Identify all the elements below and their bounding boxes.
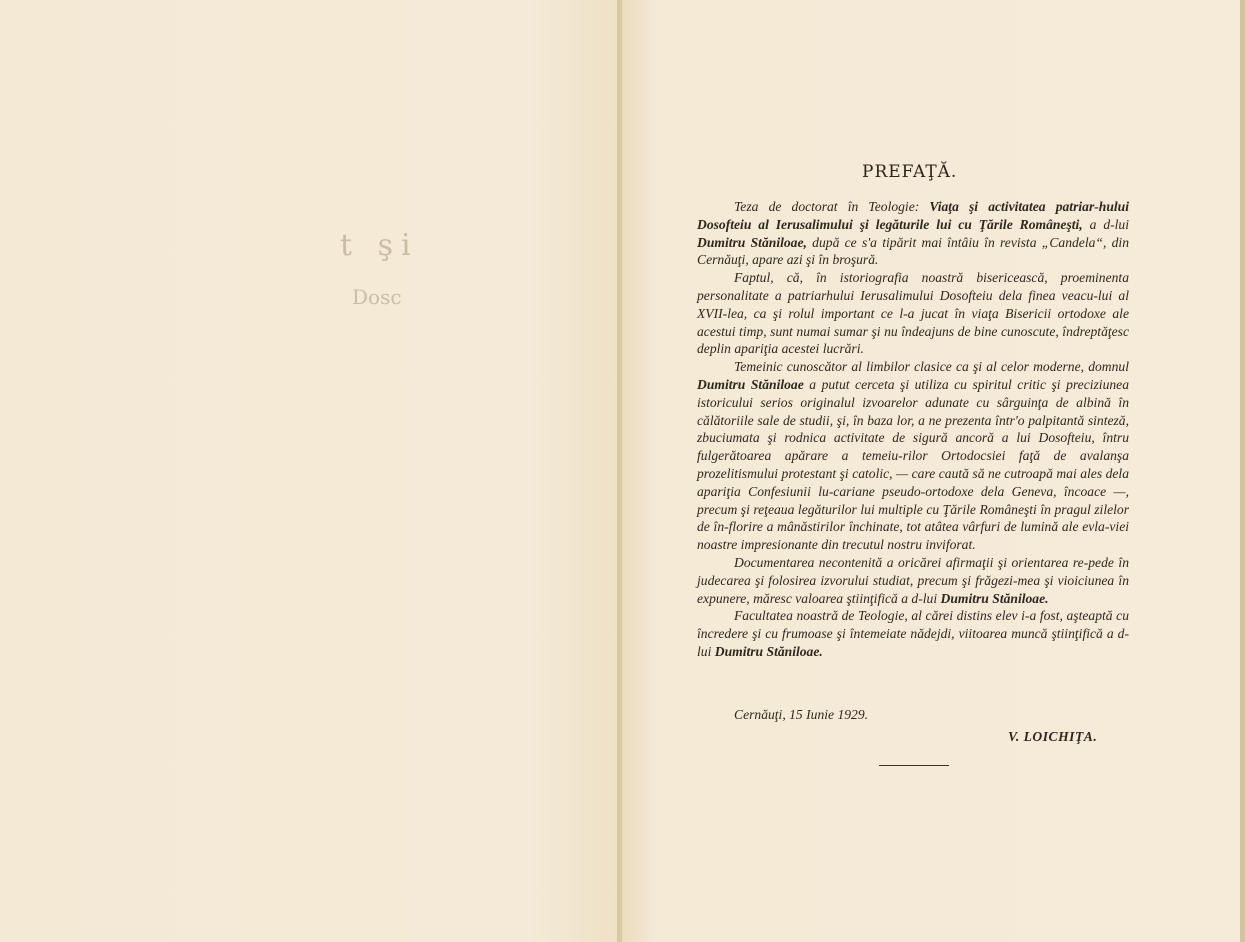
bold-segment: Dumitru Stăniloae. [714, 643, 823, 659]
preface-paragraph [697, 607, 1129, 660]
left-page [0, 0, 617, 942]
page-edge [1240, 0, 1245, 942]
preface-body [697, 198, 1129, 661]
page-title: PREFAŢĂ. [862, 162, 958, 182]
signature: V. LOICHIŢA. [1008, 729, 1098, 744]
text-segment: Teza de doctorat în Teologie: [734, 199, 930, 214]
text-segment: Documentarea necontenită a oricărei afirmaţii şi orientarea re-pede în judecarea şi folosirea izvorului studiat, precum şi frăgezi-mea şi vioiciunea în expunere, măresc valoarea ştiinţifică a d-lui [697, 554, 1129, 606]
text-segment: Faptul, că, în istoriografia noastră bisericească, proeminenta personalitate a patriarhului Ierusalimului Dosofteiu dela finea veacu-lui al XVII-lea, ca şi rolul important ce l-a jucat în viaţa Bisericii ortodoxe ale acestui timp, sunt numai sumar şi nu îndeajuns de bine cunoscute, îndreptăţesc deplin apariţia acestei lucrări. [697, 270, 1129, 357]
text-segment: a d-lui [1082, 216, 1129, 232]
text-segment: după ce s'a tipărit mai întâiu în revista „Candela“, din Cernăuţi, apare azi şi în broşură. [697, 234, 1129, 268]
preface-paragraph [697, 198, 1129, 269]
preface-paragraph [697, 269, 1129, 358]
bold-segment: Dumitru Stăniloae [697, 376, 804, 392]
date-line: Cernăuţi, 15 Iunie 1929. [734, 707, 869, 722]
bleed-through-text-bottom: Dosc [352, 285, 402, 309]
bold-segment: Viaţa şi activitatea patriar-hului Dosofteiu al Ierusalimului şi legăturile lui cu Ţările Româneşti, [697, 199, 1129, 232]
text-segment: Facultatea noastră de Teologie, al cărei distins elev i-a fost, aşteaptă cu încredere şi cu frumoase şi întemeiate nădejdi, viitoarea muncă ştiinţifică a d-lui [697, 608, 1129, 659]
text-segment: a putut cerceta şi utiliza cu spiritul critic şi preciziunea istoricului serios originalul izvoarelor adunate cu sârguinţa de albină în călătoriile sale de studii, şi, în baza lor, a ne prezenta într'o palpitantă sinteză, zbuciumata şi rodnica activitate de sigură ancoră a lui Dosofteiu, întru fulgerătoarea apărare a temeiu-rilor Ortodocsiei faţă de avalanşa prozelitismului protestant şi catolic, — care caută să ne cutroapă mai ales dela apariţia Confesiunii lu-cariane pseudo-ortodoxe dela Geneva, încoace —, precum şi reţeaua legăturilor lui multiple cu Ţările Româneşti în pragul zilelor de în-florire a mânăstirilor închinate, tot atâtea vârfuri de lumină ale evla-viei noastre impresionante din trecutul nostru inviforat. [697, 376, 1129, 553]
text-segment: Temeinic cunoscător al limbilor clasice ca şi al celor moderne, domnul [734, 359, 1129, 375]
closing-rule [879, 765, 949, 766]
bold-segment: Dumitru Stăniloae, [697, 234, 807, 250]
preface-paragraph [697, 554, 1129, 607]
bleed-through-text-top: t şi [340, 228, 419, 263]
preface-paragraph [697, 358, 1129, 554]
bold-segment: Dumitru Stăniloae. [940, 590, 1049, 606]
